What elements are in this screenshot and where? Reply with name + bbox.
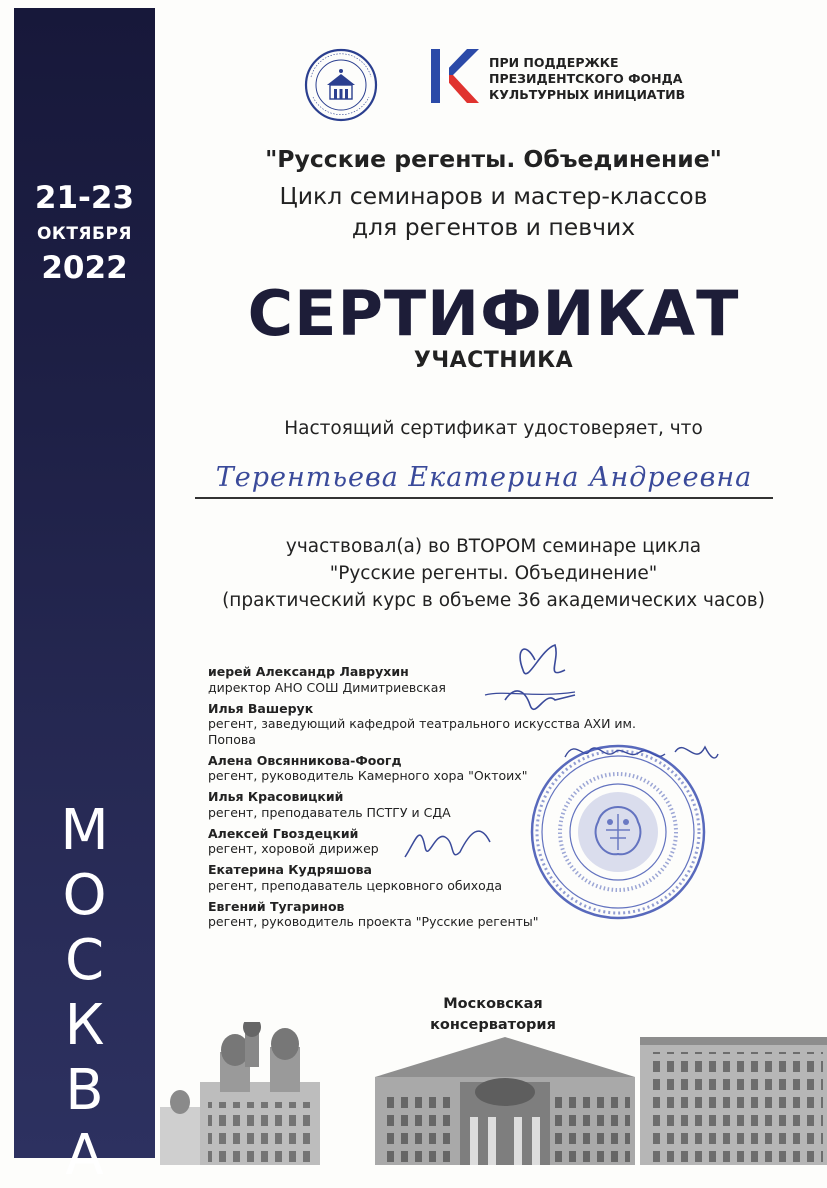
certificate-title: СЕРТИФИКАТ [247, 277, 740, 350]
signature-3 [400, 812, 500, 872]
sponsor-text [489, 55, 685, 103]
event-date-range: 21-23 [34, 180, 135, 216]
signer-role: регент, преподаватель церковного обихода [208, 877, 503, 893]
event-month: ОКТЯБРЯ [36, 224, 133, 244]
signer-name: Алена Овсянникова-Фоогд [208, 752, 402, 768]
signer-name: Евгений Тугаринов [208, 898, 345, 914]
signer-role: директор АНО СОШ Димитриевская [208, 679, 446, 695]
pfki-logo [427, 47, 479, 105]
venue-line: Московская [443, 996, 543, 1012]
city-letter: О [62, 863, 107, 928]
sponsor-line: ПРЕЗИДЕНТСКОГО ФОНДА [489, 71, 683, 86]
venue-line: консерватория [430, 1017, 556, 1033]
city-letter: К [64, 993, 105, 1058]
signature-1 [465, 630, 585, 730]
signer-name: Екатерина Кудряшова [208, 862, 372, 877]
signer-role: регент, руководитель Камерного хора "Октоих" [208, 768, 528, 783]
city-letter: М [60, 798, 109, 863]
seminar-title: "Русские регенты. Объединение" [265, 145, 722, 173]
participation-text [160, 533, 827, 614]
participation-line: (практический курс в объеме 36 академических часов) [222, 590, 765, 611]
sidebar-banner [14, 8, 155, 1188]
recipient-name: Терентьева Екатерина Андреевна [215, 462, 753, 493]
signer-role: регент, хоровой дирижер [208, 841, 379, 856]
participation-line: "Русские регенты. Объединение" [329, 563, 658, 584]
signer-name: иерей Александр Лаврухин [208, 664, 409, 679]
seminar-subtitle [160, 181, 827, 243]
signer-role: регент, преподаватель ПСТГУ и СДА [208, 804, 451, 820]
event-city [14, 798, 155, 1188]
signer-name: Алексей Гвоздецкий [208, 825, 359, 841]
signer-name: Илья Красовицкий [208, 789, 344, 804]
city-letter: В [65, 1058, 104, 1123]
sponsor-line: ПРИ ПОДДЕРЖКЕ [489, 55, 619, 70]
recipient-underline [195, 497, 773, 499]
certifies-text: Настоящий сертификат удостоверяет, что [284, 418, 703, 439]
seminar-subtitle-line: Цикл семинаров и мастер-классов [279, 182, 708, 210]
buildings-illustration [160, 1022, 827, 1165]
event-year: 2022 [41, 250, 128, 286]
seminar-subtitle-line: для регентов и певчих [351, 213, 636, 241]
signer [208, 664, 668, 695]
signer-role: регент, руководитель проекта "Русские регенты" [208, 914, 539, 929]
city-letter: А [65, 1123, 104, 1188]
signer-role: регент, заведующий кафедрой театрального искусства АХИ им. Попова [208, 716, 636, 747]
official-stamp [528, 742, 708, 922]
participation-line: участвовал(а) во ВТОРОМ семинаре цикла [285, 536, 702, 557]
signer-name: Илья Вашерук [208, 700, 314, 716]
certificate-subtitle: УЧАСТНИКА [413, 348, 574, 373]
sponsor-line: КУЛЬТУРНЫХ ИНИЦИАТИВ [489, 87, 686, 102]
city-letter: С [64, 928, 105, 993]
school-seal-logo [303, 47, 379, 123]
